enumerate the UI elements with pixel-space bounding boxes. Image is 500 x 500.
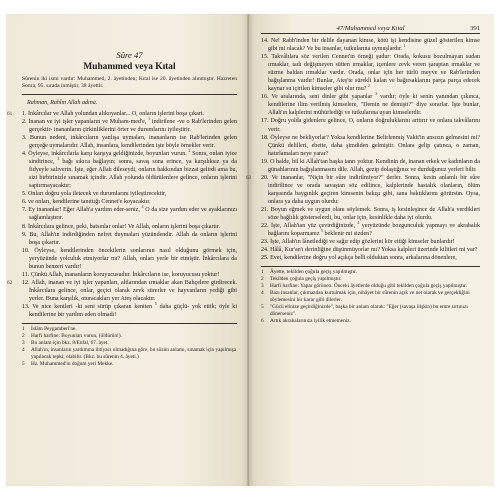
verse-text: bağı sıkıca bağlayın; sonra, savaş sona erince, ya karşılıksız ya da fidyeyle salıverin. İşte, eğer Allah dileseydi, onların hakkından bizzat gelirdi ama bu, sizi birbirinizle sınamak içindir. Allah yolunda öldürülenlere gelince, onların işlerini saptırmayacaktır: (29, 159, 237, 190)
margin-section-mark: 61 (7, 110, 13, 117)
verse-text: beklenir mi sizden? (322, 231, 372, 238)
verse-number: 17. (261, 118, 271, 125)
page-number: 391 (470, 25, 480, 32)
footnote-ref: 1 (148, 116, 151, 121)
verse (261, 254, 480, 262)
footnote-number: 4 (22, 346, 25, 353)
verse-text: Sonra, onları iyice sindirince, (29, 151, 237, 166)
footnote-text: "Gücü elinize geçirdiğinizde", başka bir anlam olarak: "Eğer (savaşa ilişkin) bu emre sırtınızı dönerseniz". (270, 303, 468, 317)
verse-number: 16. (261, 94, 272, 101)
verse (261, 93, 480, 117)
basmala: Rahman, Rahîm Allah adına. (27, 99, 98, 106)
verse-text: ve onları, kendilerine tanıttığı Cennet'e koyacaktır. (28, 199, 151, 206)
margin-section-mark: 63 (246, 174, 252, 181)
footnote-number: 4 (261, 290, 264, 297)
verse-text: İşte, Allah'tan yüz çevirdiğinizde, (271, 223, 358, 230)
footnote-number: 1 (261, 269, 264, 276)
footnote-text: Hz. Muhammed'in doğum yeri Mekke. (31, 360, 114, 367)
verse-number: 13. (22, 303, 33, 310)
footnote-text: Tekilden çoğula geçiş yapılmıştır. (270, 276, 342, 283)
footnote (22, 326, 237, 333)
verse (22, 118, 237, 134)
verse-text: Öyleyse, inkârcılarla karşı karşıya geldiğinizde, boyunları vurun. (28, 151, 189, 158)
footnote-number: 5 (261, 303, 264, 310)
footnote-number: 2 (261, 276, 264, 283)
verse-number: 5. (22, 191, 29, 198)
verse-text: Bu, Allah'ın indirdiğinden nefret duymaları yüzündendir. Allah da onların işlerini boşa çıkartır. (29, 231, 238, 246)
verse-text: Takvâlılara söz verilen Cennet'in örneği şudur: Orada, kokusu bozulmayan sudan ırmaklar, tadı değişmeyen sütten ırmaklar, içenlere zevk veren şaraptan ırmaklar ve süzme baldan ırmaklar vardır. Orada, onlar için her türlü meyve ve Rab'lerinden bağışlanma vardır! Bunlar, Ateş'te sürekli kalan ve bağırsaklarını parça parça edecek kaynar su içirilen kimseler gibi olur mu? (268, 54, 480, 93)
verse (22, 247, 237, 271)
verse-number: 12. (22, 279, 32, 286)
footnote-text: Harfi harfine: Boyunları vurun, (öldürün!). (31, 332, 122, 339)
verse (261, 117, 480, 133)
right-footnotes (261, 266, 480, 324)
margin-section-mark: 62 (7, 279, 13, 286)
verse-text: İnkârcılara gelince, peki, batsınlar onlar! Ve Allah, onların işlerini boşa çıkartır. (28, 223, 221, 230)
verse (261, 158, 480, 174)
verse-number: 10. (22, 247, 35, 254)
footnote (22, 361, 237, 368)
verse-number: 20. (261, 174, 272, 181)
footnote (261, 318, 480, 325)
verse-text: vardır; öyle ki senin yanından çıkınca, kendilerine ilim verilmiş kimselere, "Demin ne demişti?" diye sorarlar. İşte bunlar, Allah'ın kalplerini mühürlediği ve tutkularına uyan kimselerdir. (268, 94, 480, 117)
verse-number: 1. (22, 110, 29, 117)
verse (261, 134, 480, 158)
verse-text: Ey inananlar! Eğer Allah'a yardım eder-seniz, (28, 207, 142, 214)
verse-text: O da size yardım eder ve ayaklarınızı sağlamlaştırır. (29, 207, 237, 222)
verse (22, 134, 237, 150)
footnote (22, 340, 237, 347)
verse (22, 303, 237, 319)
footnote-number: 1 (22, 326, 25, 333)
verse (261, 206, 480, 222)
verse (22, 150, 237, 190)
verse-text: Çünkü Allah, inananların koruyucusudur. İnkârcıların ise, koruyucusu yoktur! (30, 271, 220, 278)
sure-intro-note: Sûrenin iki ismi vardır: Muhammed, 2. âyetinden; Kıtal ise 20. âyetinden alınmıştır. Hazreten Sonra, 95. sırada inmiştir, 38 âyettir. (22, 76, 237, 95)
verse-number: 7. (22, 207, 29, 214)
footnote-ref: 2 (367, 84, 370, 89)
verse-number: 24. (261, 247, 271, 254)
verse-text: Ve aralarında, seni dinler gibi yapanlar (271, 94, 376, 101)
verse (22, 271, 237, 279)
right-page-content (246, 24, 481, 478)
footnote-text: Bu anlam için bkz. 8/Enfal, 67. âyet. (31, 339, 109, 346)
footnote (261, 304, 480, 318)
verse-text: İnkârcılar ve Allah yolundan alıkoyanlar... O, onların işlerini boşa çıkart. (28, 110, 205, 117)
footnote-ref: 1 (403, 44, 406, 49)
footnote-number: 2 (22, 332, 25, 339)
verse (7, 110, 237, 118)
verse-text: Öyleyse ne bekliyorlar? Yoksa kendilerine Belirlenmiş Vakit'in ansızın gelmesini mi? Çünkü delilleri, ebette, daha şimdiden gelmiştir. Onlara gelip çatınca, o zaman, hatırlamaları neye yarar? (268, 134, 481, 157)
verse-number: 19. (261, 158, 271, 165)
running-header-title: 47/Muhammed veya Kıtal (336, 25, 405, 32)
left-page (6, 14, 252, 486)
footnote (261, 290, 480, 304)
verse (246, 174, 480, 206)
footnote (22, 347, 237, 361)
verse-text: Bunun nedeni, inkârcıların yanlışa uymaları, inananların ise Rab'lerinden gelen gerçeğe uymalarıdır. Allah, insanlara, kendilerinden işte böyle örnekler verir. (29, 135, 237, 150)
verse-number: 9. (22, 231, 30, 238)
footnote-text: Âyette, tekilden çoğula geçiş yapılmıştır. (270, 269, 357, 276)
verse-number: 4. (22, 151, 29, 158)
footnote-text: Artık akrabalarınıza iyilik etmemeniz. (270, 317, 351, 324)
verse-number: 6. (22, 199, 29, 206)
verse-number: 3. (22, 135, 30, 141)
verse (261, 37, 480, 53)
verse (261, 53, 480, 93)
left-footnotes (22, 323, 237, 367)
right-page (246, 14, 494, 486)
verse-text: Doğru yolda gidenlere gelince, O, onların doğruluklarını arttırır ve onlara takvâlarını verir. (268, 118, 481, 133)
verse (22, 190, 237, 198)
verse-text: Ne! Rabb'inden bir delile dayanan kimse, kötü işi kendisine güzel gösterilen kimse gibi mi olacak? Ve bu insanlar, tutkularına uymuşlardır. (268, 38, 480, 53)
verse-text: Onları doğru yola iletecek ve durumlarını iyileştirecektir, (28, 191, 167, 198)
verse-number: 8. (22, 223, 29, 230)
sure-number: Sûre 47 (116, 50, 143, 60)
verse-text: yeryüzünde bozgunculuk yapmayı ve akrabalık bağlarını koparmanız (268, 223, 480, 238)
running-header (261, 24, 480, 34)
verse-text: daha güçlü- yok ettik; öyle ki kendilerine bir yardım eden olmadı! (29, 303, 238, 319)
footnote (261, 283, 480, 290)
footnote-ref: 3 (375, 92, 378, 97)
verse-number: 18. (261, 134, 271, 141)
verse (22, 198, 237, 206)
verse-text: Allah, inanan ve iyi işler yapanları, altlarından ırmaklar akan Bahçelere girdirecek. İnkârcılara gelince, onlar, geçici olarak zevk sürerler ve hayvanların yediği gibi yerler. Buna karşılık, oturacakları yer Ateş olacaktır. (29, 279, 237, 302)
footnote-number: 3 (22, 339, 25, 346)
verse-number: 22. (261, 223, 271, 230)
verse-text: Evet, kendilerine doğru yol açıkça belli olduktan sonra, arkalarına dönenlere, (270, 255, 457, 262)
footnote-ref: 5 (154, 301, 157, 306)
footnote (22, 333, 237, 340)
footnote-ref: 2 (188, 149, 191, 154)
verse-text: Ve nice kentleri -ki seni sürüp çıkaran kentten (32, 303, 155, 310)
footnote-text: Allah'ın, insanların yardımına ihtiyacı olmadığına göre, bu sözün anlamı, sınamak için yapılmışa yapılacak tepki; olabilir. (Bkz. bu sûrenin 4. âyeti.) (31, 346, 237, 360)
verse-number: 14. (261, 38, 271, 44)
left-verses (7, 110, 238, 319)
verse-text: O halde, bil ki Allah'tan başka tanrı yoktur. Kendinin de, inanan erkek ve kadınların da günahlarının bağışlanmasını dile. Allah, gezip dolaştığınız ve durduğunuz yerleri bilir. (268, 158, 480, 173)
verse (261, 238, 480, 246)
verse (22, 231, 237, 247)
verse-text: Hâlâ, Kur'an'ı derinliğine düşünmüyorlar mı? Yoksa kalpleri üzerinde kilitleri mi var? (270, 247, 478, 254)
verse-number: 21. (261, 206, 271, 213)
sure-title-main: Muhammed veya (83, 62, 156, 72)
footnote-number: 5 (22, 360, 25, 367)
sure-title-alt: Kıtal (155, 62, 176, 72)
verse-text: İşte, Allah'ın lânetlediği ve sağır edip gözlerini kör ettiği kimseler bunlardır! (270, 239, 455, 246)
footnote-text: İslâm Peygamberi'ne. (31, 326, 77, 333)
footnote-number: 6 (261, 317, 264, 324)
verse-text: Öyleyse, kendilerinden öncekilerin sonlarının nasıl olduğunu görmek için, yeryüzünde yolculuk etmiyorlar mı? Allah, onları yerle bir etmiştir. İnkârcılara da bunun benzeri vardır! (29, 247, 237, 270)
verse-number: 15. (261, 54, 272, 61)
verse (7, 279, 237, 303)
verse-text: indirilene -ve o Rab'lerinden gelen gerçektir- inananların çirkinliklerini örter ve durumlarını iyileştirir. (29, 118, 238, 133)
footnote-text: Harfi harfine: Yapar görünen. Önceki âyetlerde olduğu gibi tekilden çoğula geçiş yapılmıştır. (270, 283, 467, 290)
footnote-text: Bazı insanlar, çıkmazdan kurtulmak için, nihâyet bir sûrenin açık ve net olarak ve gerçekliğini söylemesini bir karar gibi dilerler. (270, 290, 470, 303)
footnote-ref: 4 (357, 221, 360, 226)
footnote-number: 3 (261, 283, 264, 290)
footnote-ref: 4 (141, 205, 144, 210)
verse-number: 23. (261, 239, 271, 246)
verse-text: Ve inananlar, "Niçin bir sûre indirilmiyor?" derler. Sonra, kesin anlamlı bir sûre indirilince ve orada savaştan söz edilince, kalplerinde hastalık olanların, ölüm karşısında baygınlık geçiren kimsenin bakışı gibi, sana baktıklarını görürsün. Oysa, onlara ya daha uygun olurdu: (268, 174, 480, 205)
verse-number: 11. (22, 271, 31, 278)
left-page-content (7, 24, 238, 478)
verse-text: Boyun eğmek ve uygun olanı söylemek. Sonra, iş kesinleşince de Allah'a verdikleri söze bağlılık gösterselerdi, bu, onlar için, kesinlikle daha iyi olurdu. (268, 206, 480, 222)
sure-title (22, 61, 237, 73)
right-verses (246, 37, 481, 262)
verse-text: İnanan ve iyi işler yapanların ve Muham-med'e, (28, 118, 149, 125)
footnote-ref: 5 (321, 229, 323, 234)
verse (22, 223, 237, 231)
verse (261, 246, 480, 254)
verse (261, 222, 480, 238)
footnote-ref: 3 (57, 157, 60, 162)
verse-number: 2. (22, 118, 29, 125)
verse (22, 206, 237, 222)
verse-number: 25. (261, 255, 271, 262)
